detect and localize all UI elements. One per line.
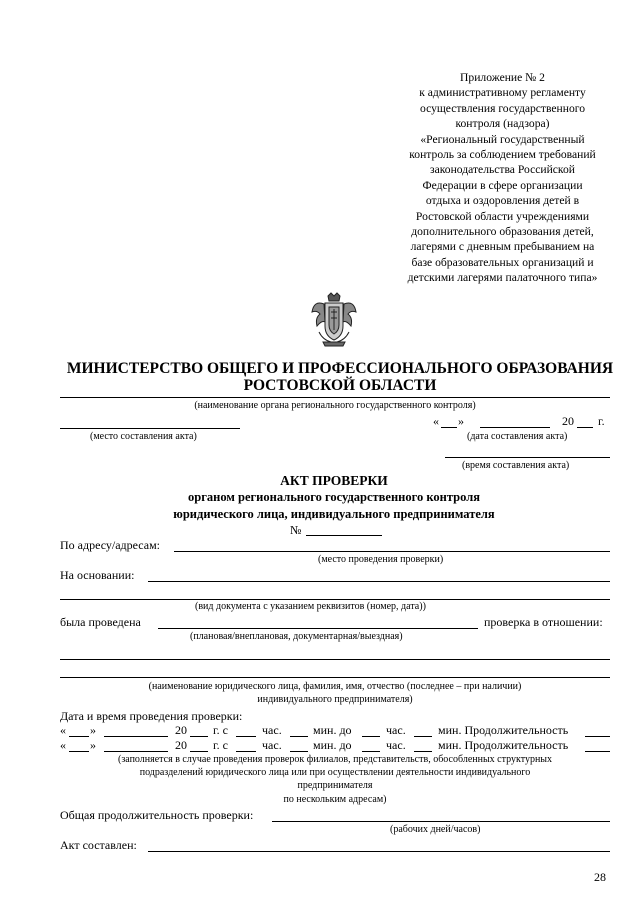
act-subtitle-1: органом регионального государственного контроля [188,490,480,504]
row-hour1: час. [262,738,282,752]
entity-underline-2 [60,677,610,678]
annex-line: Приложение № 2 [460,71,545,84]
annex-line: «Региональный государственный [420,132,585,146]
row-day-blank [69,751,89,752]
row-min-to: мин. до [313,738,352,752]
annex-line: осуществления государственного [419,101,586,115]
row-hour1: час. [262,723,282,737]
address-underline [174,551,610,552]
date-year-blank [577,427,593,428]
annex-line: базе образовательных организаций и [411,255,594,269]
datetime-label: Дата и время проведения проверки: [60,709,243,723]
organ-caption: (наименование органа регионального государственного контроля) [194,400,476,411]
row-duration-blank [585,736,610,737]
compiled-underline [148,851,610,852]
row-hour-from-blank [236,751,256,752]
organ-underline [60,397,610,398]
row-close-quote: » [90,723,96,737]
row-from: г. с [213,723,228,737]
row-min-from-blank [290,736,308,737]
row-close-quote: » [90,738,96,752]
entity-underline-1 [60,659,610,660]
row-year-prefix: 20 [175,723,187,737]
annex-line: лагерями с дневным пребыванием на [410,240,595,254]
row-day-blank [69,736,89,737]
address-label: По адресу/адресам: [60,538,161,552]
row-year-blank [190,736,208,737]
row-month-blank [104,736,168,737]
row-hour-to-blank [362,751,380,752]
total-duration-label: Общая продолжительность проверки: [60,808,254,822]
row-year-blank [190,751,208,752]
entity-caption-1: (наименование юридического лица, фамилия, имя, отчество (последнее – при наличии) [148,681,522,692]
row-open-quote: « [60,723,66,737]
act-subtitle-2: юридического лица, индивидуального предпринимателя [173,507,495,521]
time-underline [445,457,610,458]
row-min-duration: мин. Продолжительность [438,738,569,752]
row-min-to-blank [414,751,432,752]
date-day-blank [441,427,457,428]
annex-block [385,70,620,286]
annex-line: контроль за соблюдением требований [409,148,596,162]
basis-label: На основании: [60,568,135,582]
entity-caption-2: индивидуального предпринимателя) [257,694,413,705]
page-number: 28 [594,870,606,884]
basis-caption: (вид документа с указанием реквизитов (номер, дата)) [195,601,426,612]
row-min-to-blank [414,736,432,737]
conducted-caption: (плановая/внеплановая, документарная/выездная) [190,631,403,642]
note-line-3: предпринимателя [297,780,373,791]
row-duration-blank [585,751,610,752]
date-year-prefix: 20 [562,414,574,428]
annex-line: отдыха и оздоровления детей в [425,194,580,208]
annex-line: Федерации в сфере организации [422,178,583,192]
row-open-quote: « [60,738,66,752]
row-min-from-blank [290,751,308,752]
total-duration-underline [272,821,610,822]
note-line-1: (заполняется в случае проведения проверок филиалов, представительств, обособленных структурных [117,754,553,765]
annex-line: дополнительного образования детей, [411,225,594,239]
ministry-title-line2: РОСТОВСКОЙ ОБЛАСТИ [243,377,437,394]
annex-line: к административному регламенту [419,86,586,100]
row-min-duration: мин. Продолжительность [438,723,569,737]
place-underline [60,428,240,429]
row-hour-from-blank [236,736,256,737]
conducted-underline [158,628,478,629]
act-number-blank [306,535,382,536]
date-close-quote: » [458,414,464,428]
date-open-quote: « [433,414,439,428]
note-line-2: подразделений юридического лица или при осуществлении деятельности индивидуального [139,767,531,778]
compiled-label: Акт составлен: [60,838,137,852]
date-caption: (дата составления акта) [467,431,568,442]
row-hour-to-blank [362,736,380,737]
conducted-label: была проведена [60,615,141,629]
row-from: г. с [213,738,228,752]
date-year-suffix: г. [598,414,605,428]
row-hour2: час. [386,723,406,737]
row-month-blank [104,751,168,752]
ministry-title-line1: МИНИСТЕРСТВО ОБЩЕГО И ПРОФЕССИОНАЛЬНОГО ОБРАЗОВАНИЯ [66,360,614,377]
annex-line: законодательства Российской [430,163,575,177]
act-number-sign: № [290,523,302,537]
coat-of-arms-icon [309,292,359,348]
total-duration-caption: (рабочих дней/часов) [390,824,481,835]
annex-line: Ростовской области учреждениями [415,209,590,223]
annex-line: контроля (надзора) [455,117,550,131]
time-caption: (время составления акта) [462,460,570,471]
note-line-4: по нескольким адресам) [283,794,387,805]
conducted-suffix: проверка в отношении: [484,615,603,629]
basis-underline-1 [148,581,610,582]
annex-line: детскими лагерями палаточного типа» [407,271,598,285]
date-month-blank [480,427,550,428]
row-year-prefix: 20 [175,738,187,752]
row-hour2: час. [386,738,406,752]
act-title: АКТ ПРОВЕРКИ [280,473,388,488]
basis-underline-2 [60,599,610,600]
place-caption: (место составления акта) [90,431,197,442]
address-caption: (место проведения проверки) [318,554,444,565]
row-min-to: мин. до [313,723,352,737]
